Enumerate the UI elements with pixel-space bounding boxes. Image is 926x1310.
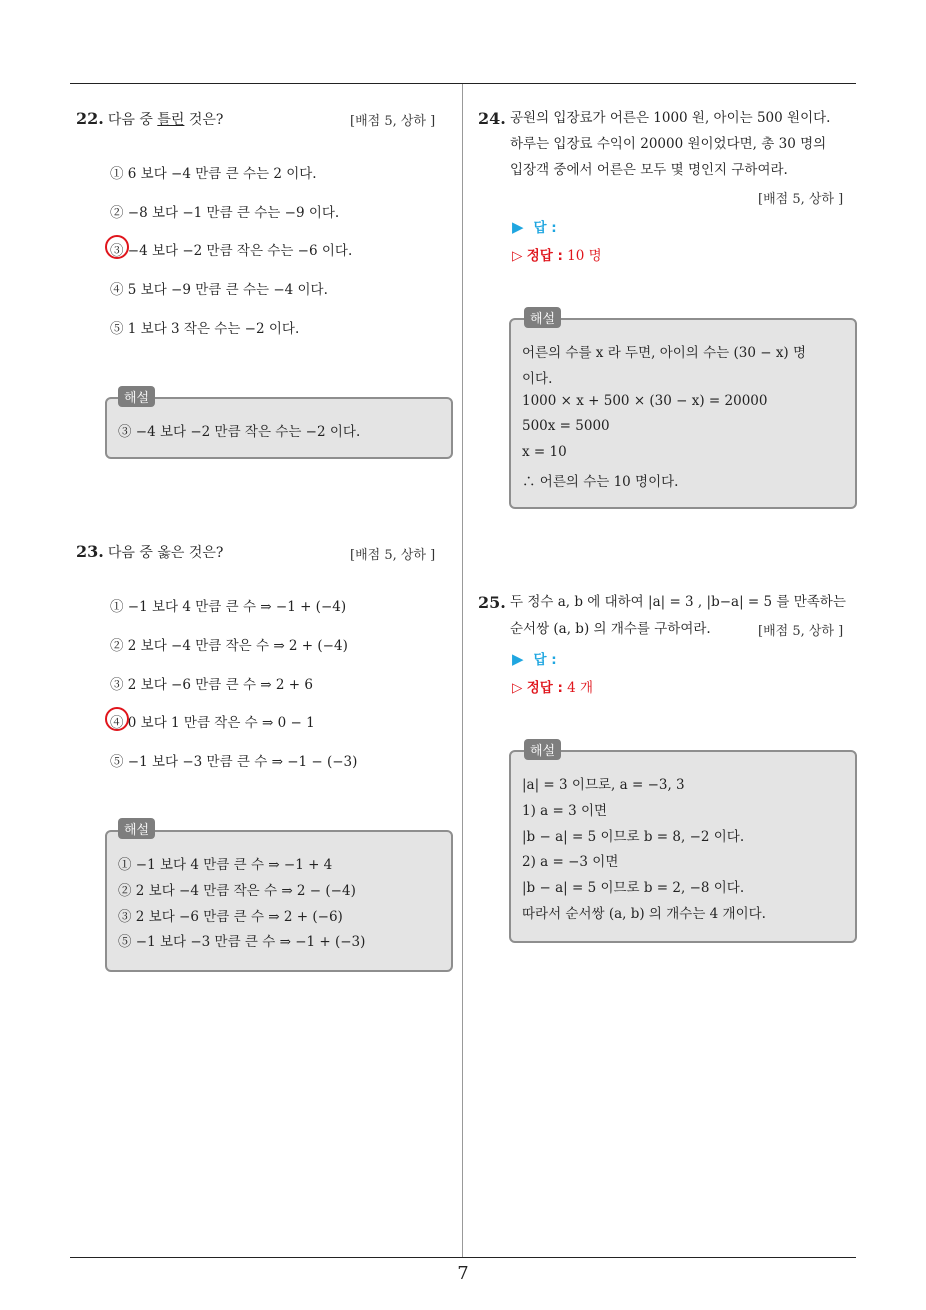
q25-line-2: 순서쌍 (a, b) 의 개수를 구하여라. (510, 621, 711, 637)
q22-solution-line: ③ −4 보다 −2 만큼 작은 수는 −2 이다. (118, 424, 361, 440)
q24-correct-row: ▷ 정답 : 10 명 (512, 248, 602, 264)
q23-number: 23. (76, 542, 104, 561)
q25-solution-line: 따라서 순서쌍 (a, b) 의 개수는 4 개이다. (522, 906, 766, 922)
q24-line-2: 하루는 입장료 수익이 20000 원이었다면, 총 30 명의 (510, 136, 827, 152)
q25-correct-value: 4 개 (567, 680, 594, 696)
column-divider (462, 84, 463, 1258)
q23-points: [배점 5, 상하 ] (350, 548, 436, 563)
q24-line-1: 공원의 입장료가 어른은 1000 원, 아이는 500 원이다. (510, 110, 831, 126)
q23-option-2[interactable]: ② 2 보다 −4 만큼 작은 수 ⇒ 2 + (−4) (110, 638, 348, 654)
q22-option-4[interactable]: ④ 5 보다 −9 만큼 큰 수는 −4 이다. (110, 282, 328, 298)
q25-solution-line: |b − a| = 5 이므로 b = 2, −8 이다. (522, 880, 745, 896)
top-rule (70, 83, 856, 84)
q25-correct-row: ▷ 정답 : 4 개 (512, 680, 594, 696)
q24-solution-line: 1000 × x + 500 × (30 − x) = 20000 (522, 393, 768, 409)
play-triangle-icon: ▶ (512, 218, 524, 236)
q24-number-wrap (478, 109, 510, 130)
q24-solution-line: x = 10 (522, 444, 567, 460)
q24-solution-line: ∴ 어른의 수는 10 명이다. (522, 474, 679, 490)
q22-solution-label: 해설 (118, 386, 155, 407)
q25-solution-line: |b − a| = 5 이므로 b = 8, −2 이다. (522, 829, 745, 845)
q23-option-4[interactable]: ④ 0 보다 1 만큼 작은 수 ⇒ 0 − 1 (110, 715, 315, 731)
q24-answer-row[interactable] (512, 216, 557, 236)
q23-solution-box (105, 830, 453, 972)
q22-question: 22. 다음 중 틀린 것은? (76, 109, 224, 128)
q25-answer-label: 답 : (533, 652, 557, 668)
q23-solution-line: ⑤ −1 보다 −3 만큼 큰 수 ⇒ −1 + (−3) (118, 934, 366, 950)
q24-solution-line: 500x = 5000 (522, 418, 610, 434)
q25-solution-line: 2) a = −3 이면 (522, 854, 619, 870)
q24-points: [배점 5, 상하 ] (758, 192, 844, 207)
outline-triangle-icon: ▷ (512, 680, 523, 696)
q25-line-1: 두 정수 a, b 에 대하여 |a| = 3 , |b−a| = 5 를 만족하는 (510, 594, 846, 610)
page-number: 7 (457, 1263, 469, 1284)
q23-option-1[interactable]: ① −1 보다 4 만큼 큰 수 ⇒ −1 + (−4) (110, 599, 347, 615)
q23-answer-mark (105, 707, 129, 731)
bottom-rule (70, 1257, 856, 1258)
q24-solution-label: 해설 (524, 307, 561, 328)
q23-solution-label: 해설 (118, 818, 155, 839)
q22-option-5[interactable]: ⑤ 1 보다 3 작은 수는 −2 이다. (110, 321, 300, 337)
q25-number: 25. (478, 593, 506, 612)
q25-number-wrap (478, 593, 510, 614)
q24-line-3: 입장객 중에서 어른은 모두 몇 명인지 구하여라. (510, 162, 788, 178)
q22-option-2[interactable]: ② −8 보다 −1 만큼 큰 수는 −9 이다. (110, 205, 340, 221)
q22-number: 22. (76, 109, 104, 128)
q24-answer-label: 답 : (533, 220, 557, 236)
q23-solution-line: ② 2 보다 −4 만큼 작은 수 ⇒ 2 − (−4) (118, 883, 356, 899)
q22-option-3[interactable]: ③ −4 보다 −2 만큼 작은 수는 −6 이다. (110, 243, 353, 259)
q24-number: 24. (478, 109, 506, 128)
q25-solution-line: |a| = 3 이므로, a = −3, 3 (522, 777, 685, 793)
q25-solution-line: 1) a = 3 이면 (522, 803, 608, 819)
q25-answer-row[interactable] (512, 648, 557, 668)
q23-solution-line: ① −1 보다 4 만큼 큰 수 ⇒ −1 + 4 (118, 857, 333, 873)
q23-solution-line: ③ 2 보다 −6 만큼 큰 수 ⇒ 2 + (−6) (118, 909, 343, 925)
q25-solution-label: 해설 (524, 739, 561, 760)
play-triangle-icon: ▶ (512, 650, 524, 668)
q24-correct-value: 10 명 (567, 248, 602, 264)
q22-option-1[interactable]: ① 6 보다 −4 만큼 큰 수는 2 이다. (110, 166, 317, 182)
q22-emphasis: 틀린 (157, 112, 185, 128)
q24-solution-line: 어른의 수를 x 라 두면, 아이의 수는 (30 − x) 명 (522, 345, 807, 361)
q25-points: [배점 5, 상하 ] (758, 624, 844, 639)
q22-answer-mark (105, 235, 129, 259)
q22-points: [배점 5, 상하 ] (350, 114, 436, 129)
q23-question: 23. 다음 중 옳은 것은? (76, 542, 224, 561)
outline-triangle-icon: ▷ (512, 248, 523, 264)
q23-option-5[interactable]: ⑤ −1 보다 −3 만큼 큰 수 ⇒ −1 − (−3) (110, 754, 358, 770)
q24-solution-line: 이다. (522, 371, 553, 387)
q23-option-3[interactable]: ③ 2 보다 −6 만큼 큰 수 ⇒ 2 + 6 (110, 677, 313, 693)
